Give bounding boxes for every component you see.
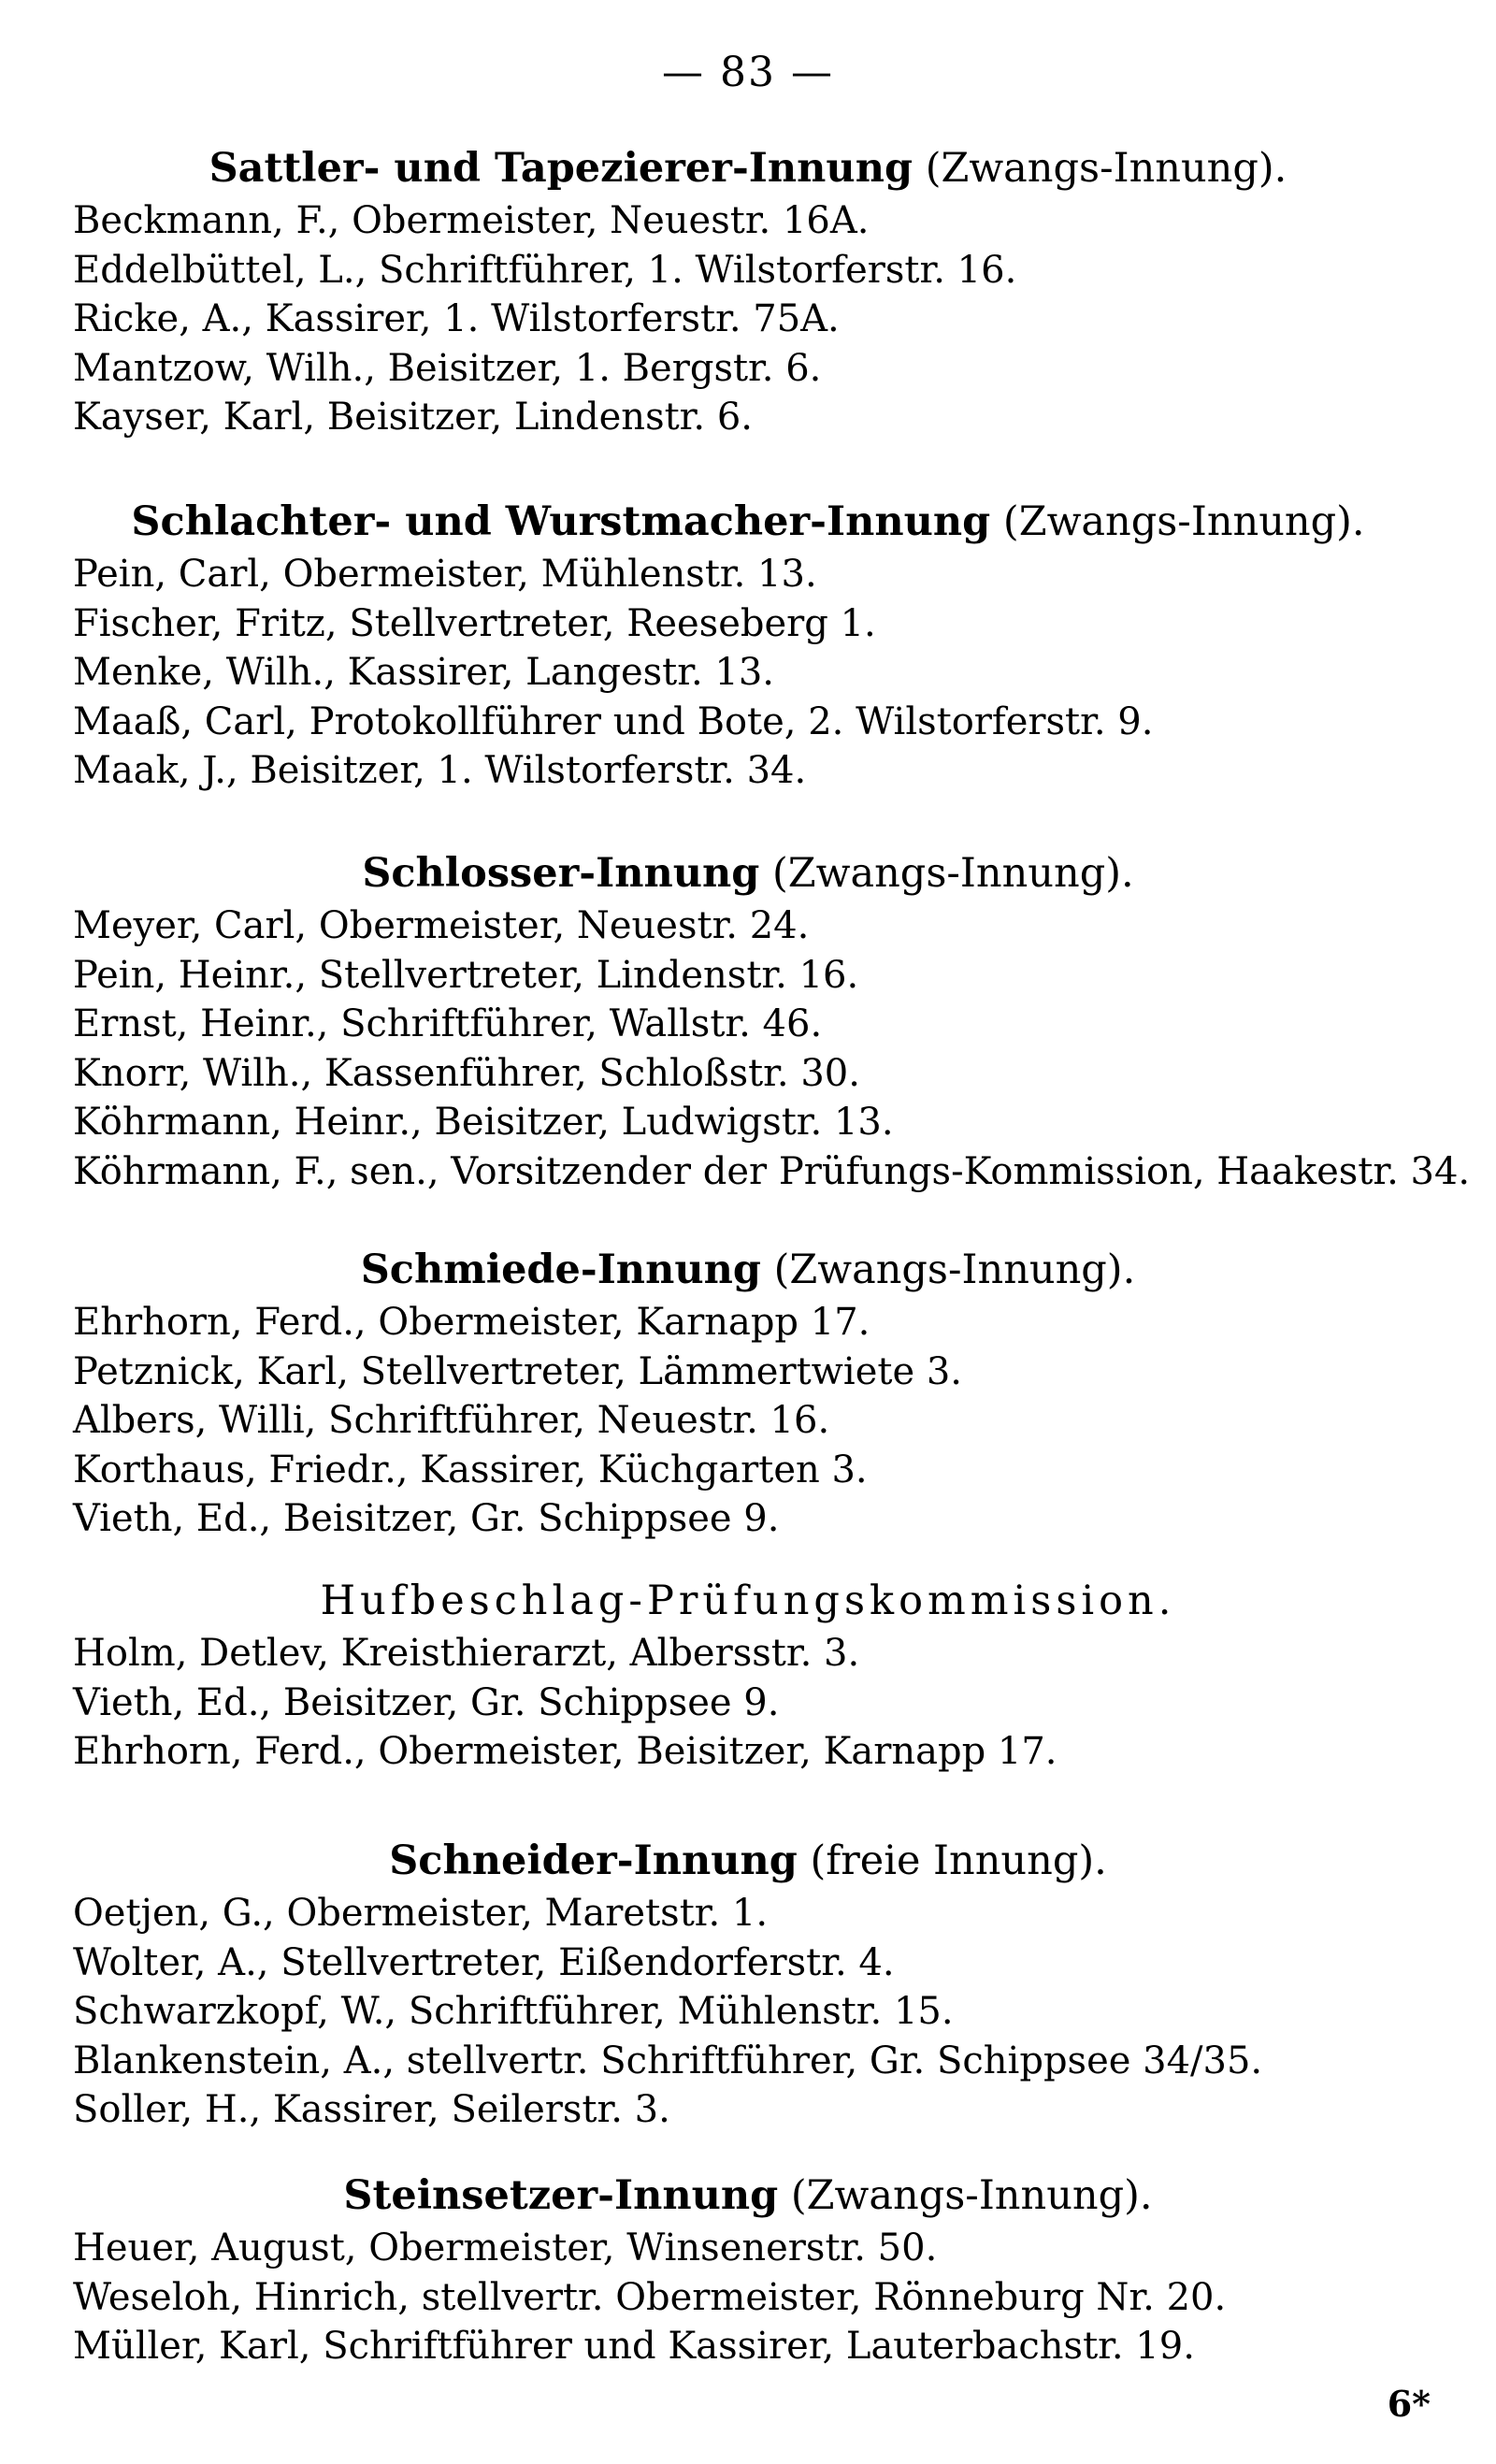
section-heading — [0, 1835, 1496, 1889]
section-sattler-tapezierer — [0, 142, 1496, 442]
member-entry: Köhrmann, F., sen., Vorsitzender der Prüfungs-Kommission, Haakestr. 34. — [73, 1149, 1471, 1193]
member-entry: Ehrhorn, Ferd., Obermeister, Karnapp 17. — [73, 1301, 870, 1344]
member-entry: Heuer, August, Obermeister, Winsenerstr. 50. — [73, 2226, 938, 2269]
member-entry: Menke, Wilh., Kassirer, Langestr. 13. — [73, 651, 774, 694]
signature-mark: 6* — [1387, 2383, 1431, 2425]
guild-type: (Zwangs-Innung). — [1002, 498, 1365, 545]
guild-type: (Zwangs-Innung). — [772, 850, 1134, 897]
member-entry: Vieth, Ed., Beisitzer, Gr. Schippsee 9. — [73, 1680, 780, 1724]
member-entry: Holm, Detlev, Kreisthierarzt, Albersstr. 3. — [73, 1632, 860, 1675]
section-heading — [0, 1575, 1496, 1629]
section-heading — [0, 496, 1496, 550]
member-entry: Wolter, A., Stellvertreter, Eißendorferstr. 4. — [73, 1940, 895, 1984]
section-heading — [0, 1244, 1496, 1298]
section-schmiede — [0, 1244, 1496, 1544]
member-entry: Blankenstein, A., stellvertr. Schriftführer, Gr. Schippsee 34/35. — [73, 2039, 1263, 2082]
member-entry: Weseloh, Hinrich, stellvertr. Obermeister, Rönneburg Nr. 20. — [73, 2275, 1227, 2319]
member-entry: Mantzow, Wilh., Beisitzer, 1. Bergstr. 6. — [73, 346, 822, 390]
member-entry: Knorr, Wilh., Kassenführer, Schloßstr. 30. — [73, 1051, 860, 1095]
member-entry: Fischer, Fritz, Stellvertreter, Reeseberg 1. — [73, 601, 876, 645]
guild-name: Schlosser-Innung — [362, 850, 760, 897]
section-schneider — [0, 1835, 1496, 2135]
member-entry: Maaß, Carl, Protokollführer und Bote, 2. Wilstorferstr. 9. — [73, 699, 1154, 743]
member-entry: Albers, Willi, Schriftführer, Neuestr. 16. — [73, 1399, 830, 1442]
member-entry: Soller, H., Kassirer, Seilerstr. 3. — [73, 2088, 670, 2131]
member-list — [0, 196, 1496, 442]
member-list — [0, 1629, 1496, 1777]
guild-type: (Zwangs-Innung). — [790, 2172, 1153, 2219]
member-list — [0, 1889, 1496, 2135]
guild-type: (Zwangs-Innung). — [773, 1246, 1136, 1293]
member-entry: Ernst, Heinr., Schriftführer, Wallstr. 46. — [73, 1002, 823, 1045]
member-entry: Eddelbüttel, L., Schriftführer, 1. Wilstorferstr. 16. — [73, 248, 1017, 292]
guild-name: Schmiede-Innung — [360, 1246, 761, 1293]
member-list — [0, 1298, 1496, 1544]
member-entry: Schwarzkopf, W., Schriftführer, Mühlenstr. 15. — [73, 1990, 954, 2033]
member-entry: Vieth, Ed., Beisitzer, Gr. Schippsee 9. — [73, 1497, 780, 1540]
section-steinsetzer — [0, 2169, 1496, 2371]
member-entry: Meyer, Carl, Obermeister, Neuestr. 24. — [73, 904, 810, 947]
section-heading — [0, 142, 1496, 196]
section-heading — [0, 847, 1496, 901]
member-entry: Müller, Karl, Schriftführer und Kassirer, Lauterbachstr. 19. — [73, 2325, 1195, 2368]
guild-name: Hufbeschlag-Prüfungskommission. — [320, 1578, 1176, 1624]
member-list — [0, 2224, 1496, 2371]
guild-name: Sattler- und Tapezierer-Innung — [209, 145, 913, 192]
member-entry: Pein, Heinr., Stellvertreter, Lindenstr. 16. — [73, 953, 859, 997]
guild-name: Schlachter- und Wurstmacher-Innung — [131, 498, 991, 545]
section-schlosser — [0, 847, 1496, 1196]
member-entry: Maak, J., Beisitzer, 1. Wilstorferstr. 34. — [73, 749, 807, 792]
member-entry: Köhrmann, Heinr., Beisitzer, Ludwigstr. 13. — [73, 1101, 894, 1144]
member-entry: Kayser, Karl, Beisitzer, Lindenstr. 6. — [73, 396, 753, 439]
section-schlachter-wurstmacher — [0, 496, 1496, 796]
guild-name: Steinsetzer-Innung — [343, 2172, 779, 2219]
member-entry: Petznick, Karl, Stellvertreter, Lämmertwiete 3. — [73, 1349, 962, 1393]
guild-type: (Zwangs-Innung). — [925, 145, 1287, 192]
page-number: — 83 — — [662, 49, 834, 96]
member-entry: Pein, Carl, Obermeister, Mühlenstr. 13. — [73, 553, 817, 596]
member-entry: Korthaus, Friedr., Kassirer, Küchgarten 3. — [73, 1448, 868, 1491]
member-entry: Oetjen, G., Obermeister, Maretstr. 1. — [73, 1892, 769, 1935]
member-list — [0, 550, 1496, 796]
section-heading — [0, 2169, 1496, 2224]
member-entry: Beckmann, F., Obermeister, Neuestr. 16A. — [73, 199, 870, 242]
guild-name: Schneider-Innung — [389, 1837, 798, 1884]
guild-type: (freie Innung). — [810, 1837, 1107, 1884]
member-entry: Ehrhorn, Ferd., Obermeister, Beisitzer, Karnapp 17. — [73, 1730, 1057, 1773]
member-entry: Ricke, A., Kassirer, 1. Wilstorferstr. 75A. — [73, 297, 840, 340]
section-hufbeschlag-pruefungskommission — [0, 1575, 1496, 1777]
member-list — [0, 901, 1496, 1196]
